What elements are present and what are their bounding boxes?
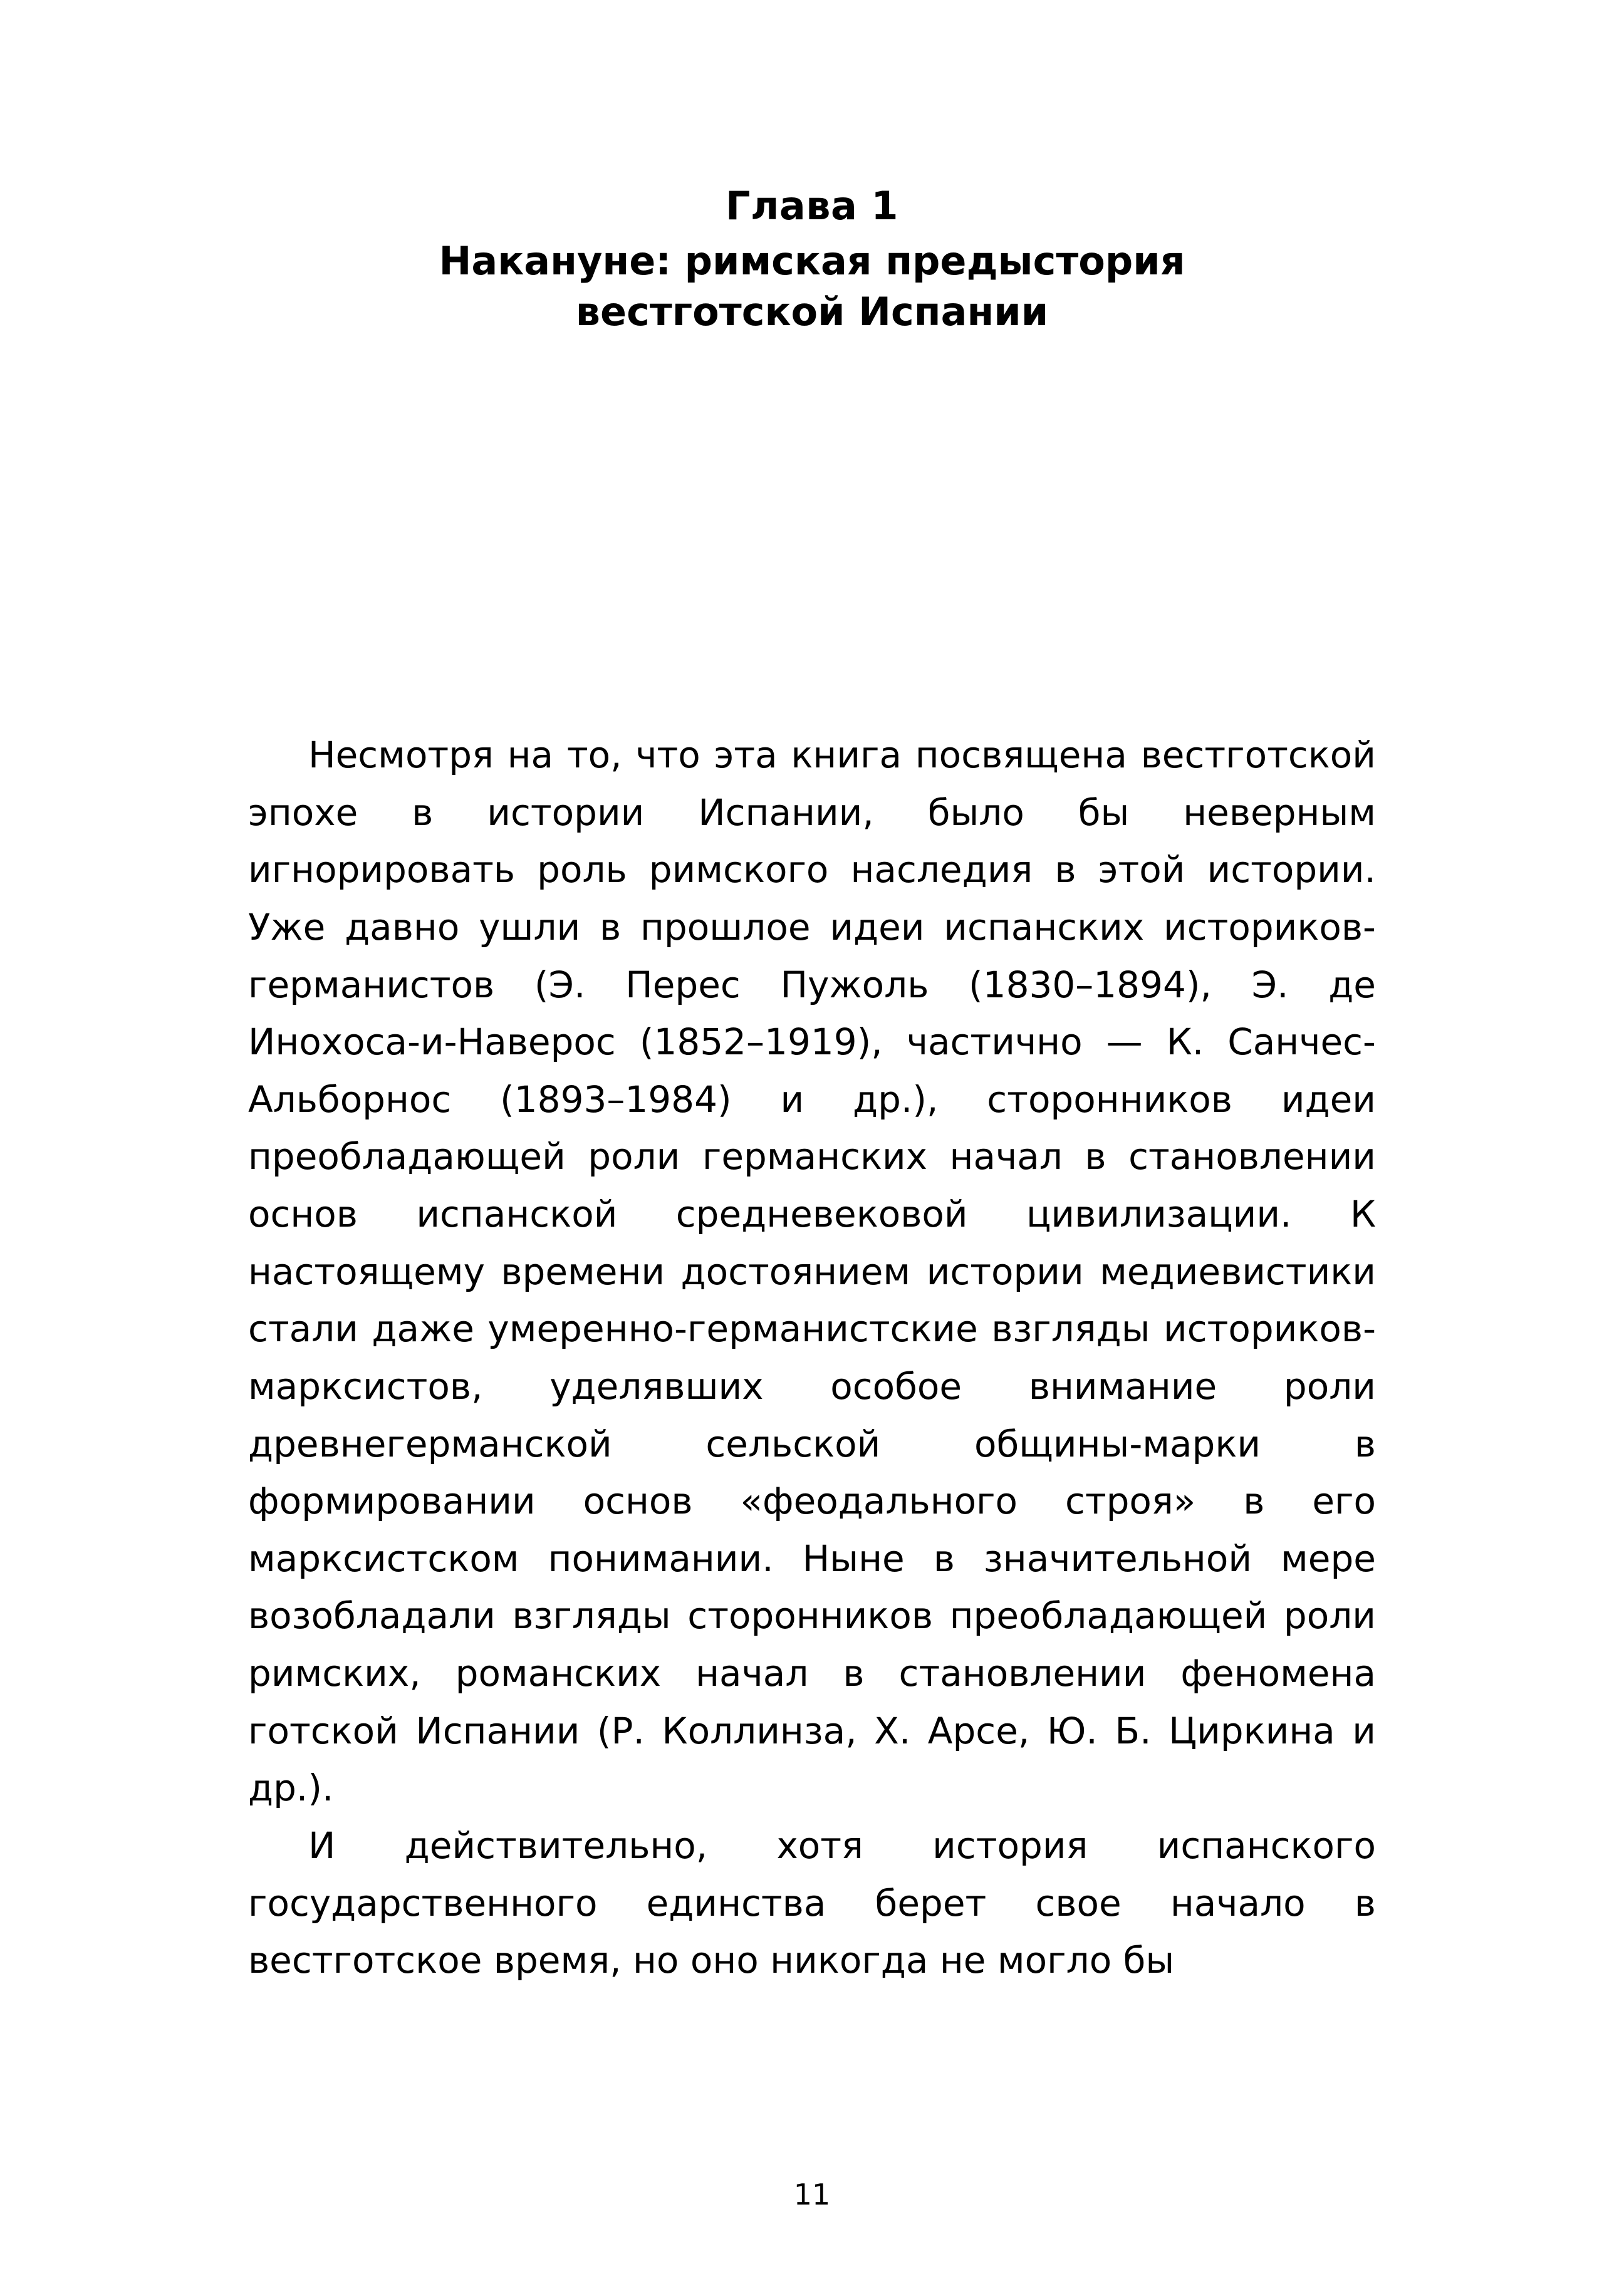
paragraph [248, 1817, 1376, 1990]
chapter-title-line-2: вестготской Испании [575, 289, 1049, 335]
chapter-heading [0, 0, 1624, 338]
body-text [248, 727, 1376, 1990]
paragraph [248, 727, 1376, 1817]
chapter-number: Глава 1 [725, 183, 899, 229]
page-number: 11 [793, 2178, 831, 2211]
chapter-title-line-1: Накануне: римская предыстория [439, 237, 1185, 284]
paragraph-text: И действительно, хотя история испанского государственного единства берет свое начало в вестготское время, но оно никогда не могло бы [248, 1824, 1376, 1982]
paragraph-text: Несмотря на то, что эта книга посвящена вестготской эпохе в истории Испании, было бы неверным игнорировать роль римского наследия в этой истории. Уже давно ушли в прошлое идеи испанских историков-германистов (Э. Перес Пужоль (1830–1894), Э. де Инохоса-и-Наверос (1852–1919), частично — К. Санчес-Альборнос (1893–1984) и др.), сторонников идеи преобладающей роли германских начал в становлении основ испанской средневековой цивилизации. К настоящему времени достоянием истории медиевистики стали даже умеренно-германистские взгляды историков-марксистов, уделявших особое внимание роли древнегерманской сельской общины-марки в формировании основ «феодального строя» в его марксистском понимании. Ныне в значительной мере возобладали взгляды сторонников преобладающей роли римских, романских начал в становлении феномена готской Испании (Р. Коллинза, Х. Арсе, Ю. Б. Циркина и др.). [248, 734, 1376, 1810]
chapter-title [279, 236, 1345, 338]
